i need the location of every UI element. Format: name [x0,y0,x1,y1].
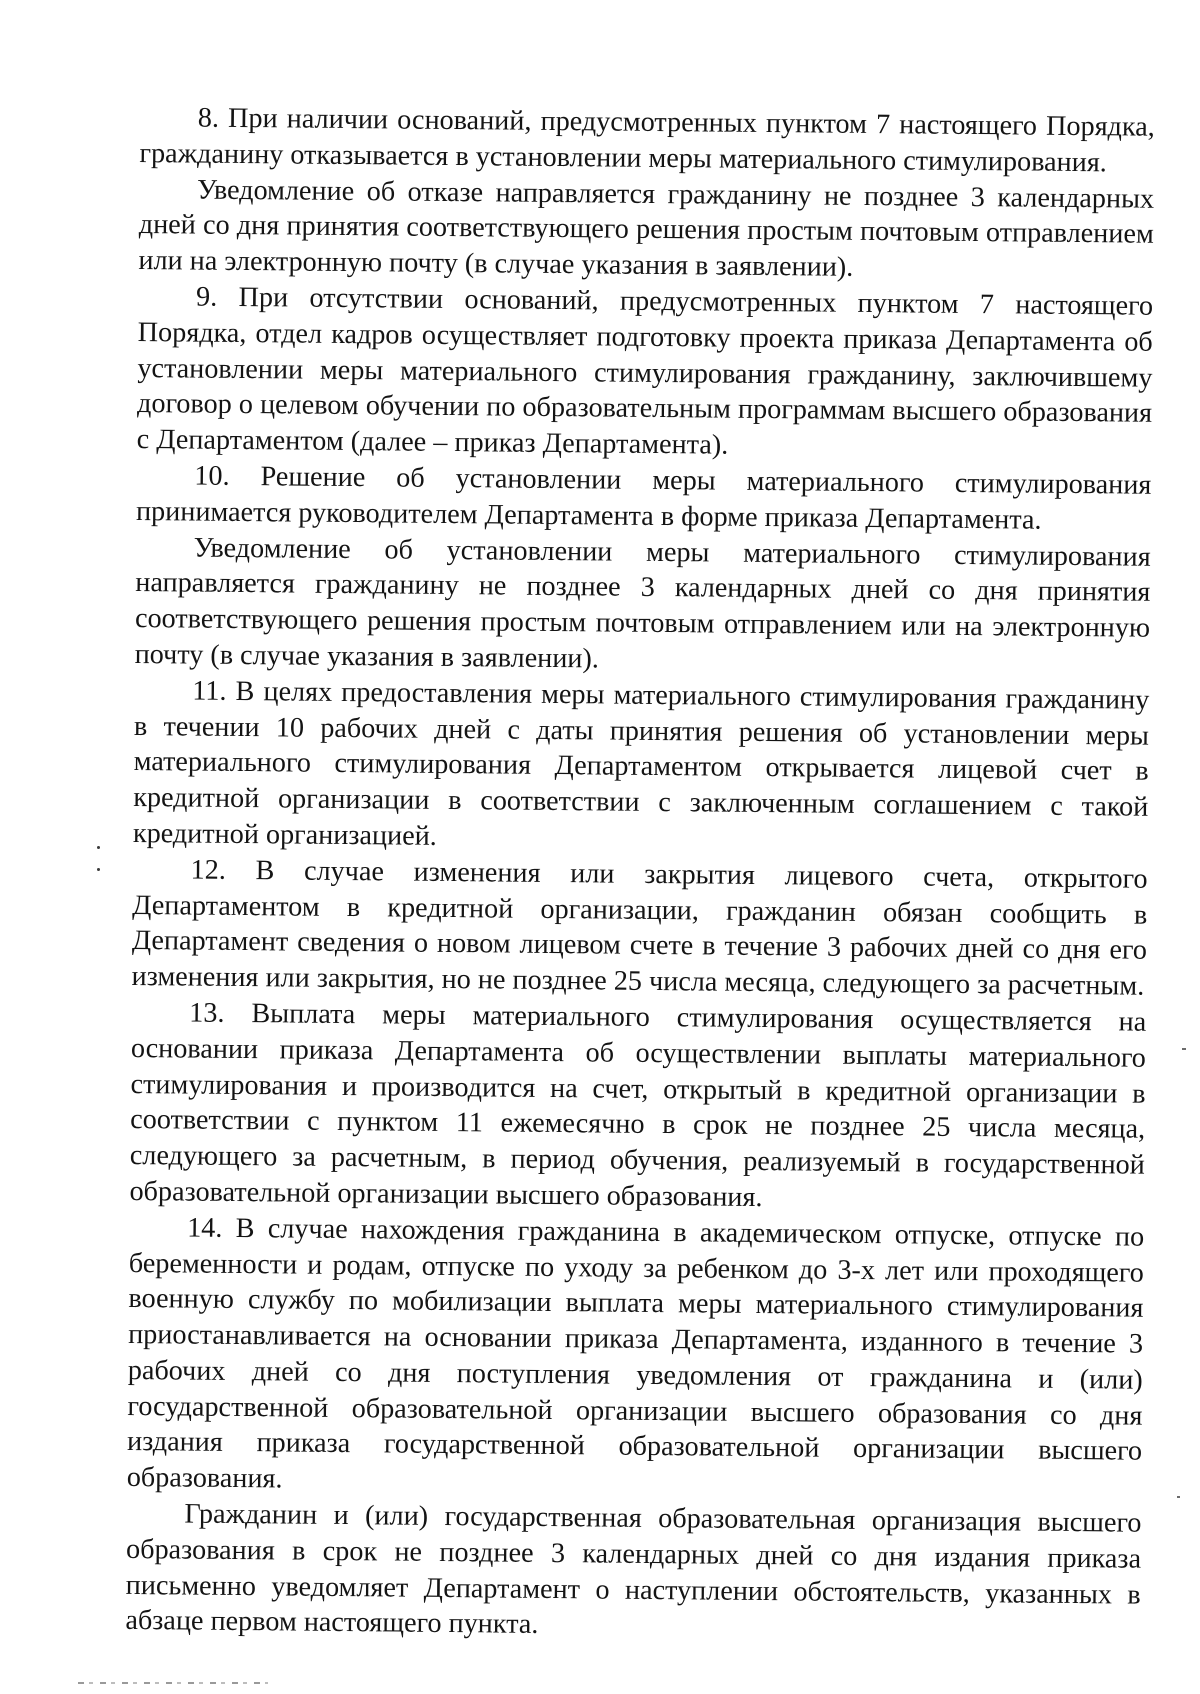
paragraph-10: 10. Решение об установлении меры материального стимулирования принимается руководителем Департамента в форме приказа Департамента. [135,460,1152,536]
paragraph-14: 14. В случае нахождения гражданина в академическом отпуске, отпуске по беременности и родам, отпуске по уходу за ребенком до 3-х лет или проходящего военную службу по мобилизации выплата меры материального стимулирования приостанавливается на основании приказа Департамента, изданного в течение 3 рабочих дней со дня поступления уведомления от гражданина и (или) государственной образовательной организации высшего образования со дня издания приказа государственной образовательной организации высшего образования. [126,1212,1145,1495]
paragraph-11: 11. В целях предоставления меры материального стимулирования гражданину в течении 10 рабочих дней с даты принятия решения об установлении меры материального стимулирования Департаментом открывается лицевой счет в кредитной организации в соответствии с заключенным соглашением с такой кредитной организацией. [132,675,1150,852]
scan-speck [1177,1496,1180,1498]
paragraph-13: 13. Выплата меры материального стимулирования осуществляется на основании приказа Департамента об осуществлении выплаты материального стимулирования и производится на счет, открытый в кредитной организации в соответствии с пунктом 11 ежемесячно в срок не позднее 25 числа месяца, следующего за расчетным, в период обучения, реализуемый в государственной образовательной организации высшего образования. [129,997,1147,1213]
scan-speck [1182,1048,1186,1050]
paragraph-8-notice: Уведомление об отказе направляется гражданину не позднее 3 календарных дней со дня принятия соответствующего решения простым почтовым отправлением или на электронную почту (в случае указания в заявлении). [138,174,1155,284]
document-body [125,100,1155,1649]
paragraph-9: 9. При отсутствии оснований, предусмотренных пунктом 7 настоящего Порядка, отдел кадров осуществляет подготовку проекта приказа Департамента об установлении меры материального стимулирования гражданину, заключившему договор о целевом обучении по образовательным программам высшего образования с Департаментом (далее – приказ Департамента). [136,281,1154,461]
paragraph-8: 8. При наличии оснований, предусмотренных пунктом 7 настоящего Порядка, гражданину отказывается в установлении меры материального стимулирования. [139,102,1155,179]
scan-edge-noise [78,1682,268,1684]
scan-speck [97,868,100,871]
paragraph-14-notice: Гражданин и (или) государственная образовательная организация высшего образования в срок не позднее 3 календарных дней со дня издания приказа письменно уведомляет Департамент о наступлении обстоятельств, указанных в абзаце первом настоящего пункта. [125,1498,1142,1641]
scan-speck [97,846,100,849]
paragraph-12: 12. В случае изменения или закрытия лицевого счета, открытого Департаментом в кредитной организации, гражданин обязан сообщить в Департамент сведения о новом лицевом счете в течение 3 рабочих дней со дня его изменения или закрытия, но не позднее 25 числа месяца, следующего за расчетным. [131,854,1148,1002]
paragraph-10-notice: Уведомление об установлении меры материального стимулирования направляется гражданину не позднее 3 календарных дней со дня принятия соответствующего решения простым почтовым отправлением или на электронную почту (в случае указания в заявлении). [134,532,1151,675]
